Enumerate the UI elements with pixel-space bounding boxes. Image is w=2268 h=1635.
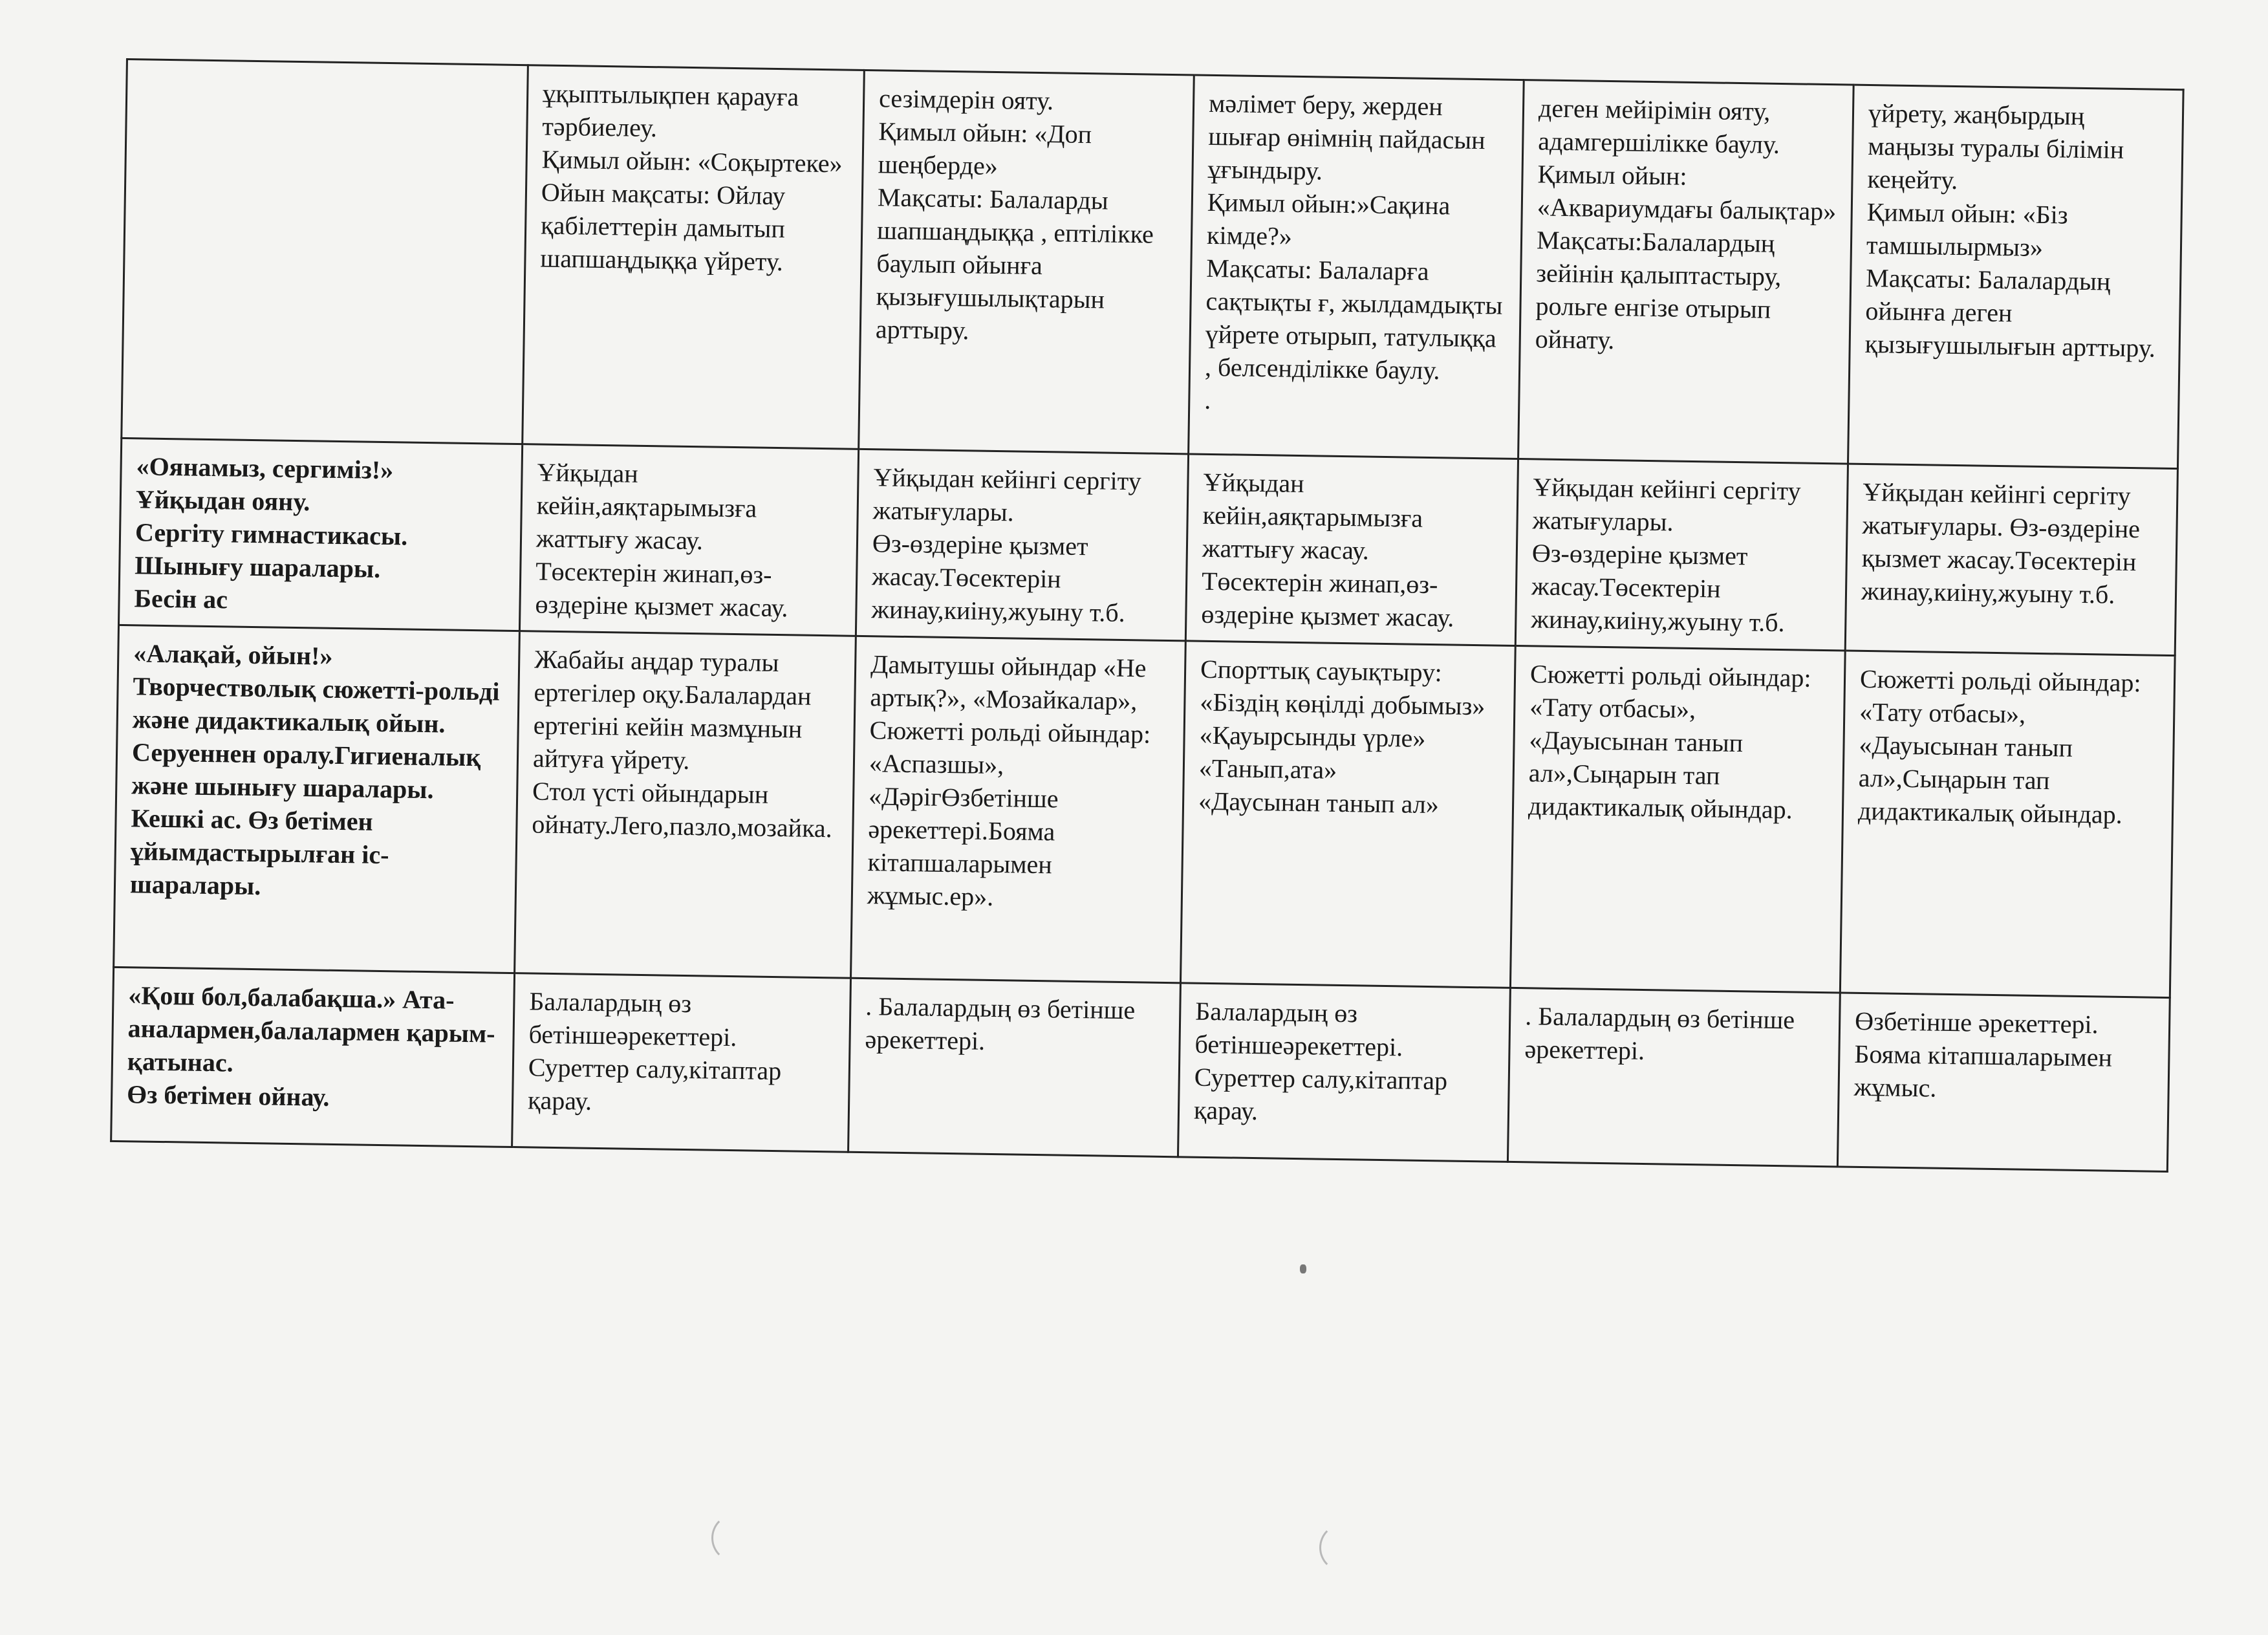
daily-plan-table <box>110 58 2185 1173</box>
table-cell: . Балалардың өз бетінше әрекеттері. <box>848 978 1181 1157</box>
row-heading <box>122 60 528 444</box>
table-cell: Ұйқыдан кейінгі сергіту жатығулары. Өз-өздеріне қызмет жасау.Төсектерін жинау,киіну,жуыну т.б. <box>1515 459 1848 651</box>
binder-hole-mark <box>1319 1523 1368 1572</box>
row-heading: «Оянамыз, сергиміз!» Ұйқыдан ояну. Сергіту гимнастикасы. Шынығу шаралары. Бесін ас <box>118 438 522 631</box>
row-heading: «Қош бол,балабақша.» Ата-аналармен,балалармен қарым-қатынас. Өз бетімен ойнау. <box>111 967 515 1147</box>
table-row <box>118 438 2177 655</box>
table-cell: Ұйқыдан кейін,аяқтарымызға жаттығу жасау. Төсектерін жинап,өз-өздеріне қызмет жасау. <box>1185 454 1518 646</box>
table-cell: Балалардың өз бетіншеәрекеттері. Суреттер салу,кітаптар қарау. <box>1178 983 1510 1162</box>
table-cell: Ұйқыдан кейін,аяқтарымызға жаттығу жасау. Төсектерін жинап,өз-өздеріне қызмет жасау. <box>519 444 858 636</box>
table-cell: Жабайы аңдар туралы ертегілер оқу.Балалардан ертегіні кейін мазмұнын айтуға үйрету. Стол үсті ойындарын ойнату.Лего,пазло,мозайка. <box>515 631 856 979</box>
binder-hole-mark <box>711 1513 761 1563</box>
table-cell: Дамытушы ойындар «Не артық?», «Мозайкалар», Сюжетті рольді ойындар: «Аспазшы», «ДәрігӨзбетінше әрекеттері.Бояма кітапшаларымен жұмыс.ер». <box>851 636 1186 983</box>
table-cell: Спорттық сауықтыру: «Біздің көңілді добымыз» «Қауырсынды үрле» «Танып,ата» «Даусынан танып ал» <box>1180 641 1515 988</box>
table-row <box>122 60 2183 469</box>
table-cell: Ұйқыдан кейінгі сергіту жатығулары. Өз-өздеріне қызмет жасау.Төсектерін жинау,киіну,жуыну т.б. <box>1845 464 2177 656</box>
schedule-sheet <box>110 58 2183 1173</box>
table-cell: мәлімет беру, жерден шығар өнімнің пайдасын ұғындыру. Қимыл ойын:»Сақина кімде?» Мақсаты: Балаларға сақтықты ғ, жылдамдықты үйрете отырып, татулыққа , белсенділікке баулу. . <box>1189 75 1524 459</box>
scan-speck <box>1300 1264 1306 1273</box>
table-cell: Ұйқыдан кейінгі сергіту жатығулары. Өз-өздеріне қызмет жасау.Төсектерін жинау,киіну,жуыну т.б. <box>856 449 1188 641</box>
table-cell: Балалардың өз бетіншеәрекеттері. Суреттер салу,кітаптар қарау. <box>512 973 851 1153</box>
table-cell: Өзбетінше әрекеттері. Бояма кітапшаларымен жұмыс. <box>1837 993 2170 1172</box>
table-cell: үйрету, жаңбырдың маңызы туралы білімін кеңейту. Қимыл ойын: «Біз тамшылырмыз» Мақсаты: Балалардың ойынға деген қызығушылығын арттыру. <box>1848 85 2183 469</box>
table-cell: сезімдерін ояту. Қимыл ойын: «Доп шеңберде» Мақсаты: Балаларды шапшаңдыққа , ептілікке баулып ойынға қызығушылықтарын арттыру. <box>859 70 1194 454</box>
table-cell: Сюжетті рольді ойындар: «Тату отбасы», «Дауысынан танып ал»,Сыңарын тап дидактикалық ойындар. <box>1510 645 1845 993</box>
table-row <box>114 625 2175 997</box>
row-heading: «Алақай, ойын!» Творчестволық сюжетті-рольді және дидактикалық ойын. Серуеннен оралу.Гигиеналық және шынығу шаралары. Кешкі ас. Өз бетімен ұйымдастырылған іс-шаралары. <box>114 625 520 973</box>
table-cell: . Балалардың өз бетінше әрекеттері. <box>1507 988 1840 1167</box>
table-cell: ұқыптылықпен қарауға тәрбиелеу. Қимыл ойын: «Соқыртеке» Ойын мақсаты: Ойлау қабілеттерін дамытып шапшаңдыққа үйрету. <box>523 65 865 449</box>
table-row <box>111 967 2170 1171</box>
table-cell: Сюжетті рольді ойындар: «Тату отбасы», «Дауысынан танып ал»,Сыңарын тап дидактикалық ойындар. <box>1840 651 2175 998</box>
table-cell: деген мейірімін ояту, адамгершілікке баулу. Қимыл ойын: «Аквариумдағы балықтар» Мақсаты:Балалардың зейінін қалыптастыру, рольге енгізе отырып ойнату. <box>1518 80 1854 464</box>
